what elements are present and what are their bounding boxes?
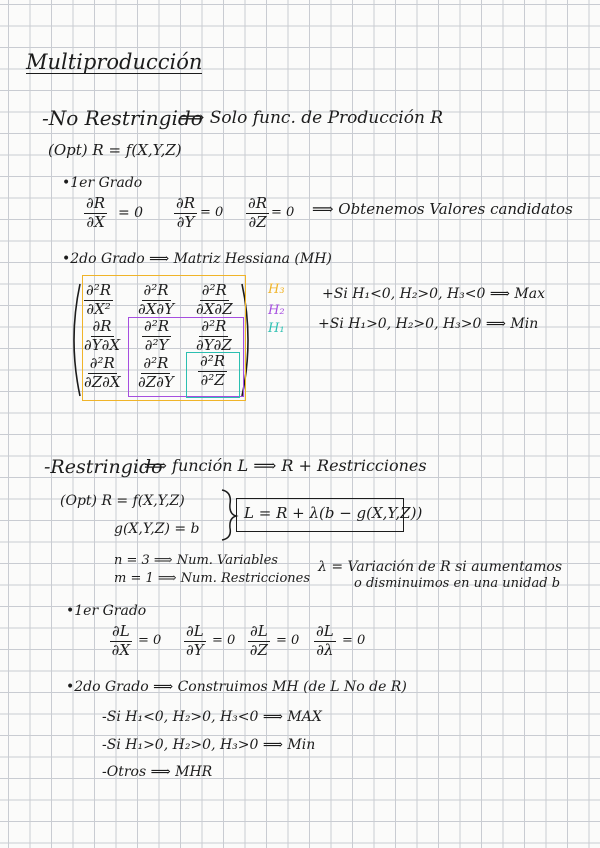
eq-zero: = 0 (342, 633, 366, 648)
page-title: Multiproducción (26, 50, 203, 74)
unrestricted-arrow-text: ⟹ Solo func. de Producción R (180, 108, 444, 128)
h2-label: H₂ (268, 303, 285, 318)
lagrangian: L = R + λ(b − g(X,Y,Z)) (244, 504, 423, 522)
deriv-r-z: $\frac{\partial R}{\partial Z}$ (248, 194, 268, 231)
max-condition: +Si H₁<0, H₂>0, H₃<0 ⟹ Max (322, 286, 545, 302)
unrestricted-heading: -No Restringido (42, 106, 203, 130)
candidates-result: ⟹ Obtenemos Valores candidatos (312, 200, 573, 218)
hessian-cell: $\frac{\text{∂²R}}{\text{∂X²}}$ (86, 281, 112, 318)
deriv-l-z: $\frac{\partial L}{\partial Z}$ (249, 622, 268, 659)
deriv-r-x: $\frac{\partial R}{\partial X}$ (86, 194, 106, 231)
hessian-cell: $\frac{\text{∂²R}}{\partial Z\partial X}$ (84, 354, 121, 391)
deriv-r-y: $\frac{\partial R}{\partial Y}$ (176, 194, 196, 231)
lambda-definition-cont: o disminuimos en una unidad b (354, 576, 561, 591)
restricted-heading: -Restringido (44, 456, 163, 478)
other-condition: -Otros ⟹ MHR (102, 764, 213, 780)
lambda-definition: λ = Variación de R si aumentamos (318, 559, 563, 575)
hessian-cell: $\frac{\text{∂²R}}{\text{∂²Z}}$ (200, 352, 226, 389)
max-condition: -Si H₁<0, H₂>0, H₃<0 ⟹ MAX (102, 709, 322, 725)
min-condition: +Si H₁>0, H₂>0, H₃>0 ⟹ Min (318, 316, 539, 332)
deriv-l-y: $\frac{\partial L}{\partial Y}$ (186, 622, 204, 659)
eq-zero: = 0 (118, 205, 144, 221)
hessian-cell: $\frac{\text{∂²R}}{\partial Y\partial Z}$ (196, 317, 232, 354)
h1-label: H₁ (268, 321, 285, 336)
hessian-cell: $\frac{\text{∂²R}}{\partial Z\partial Y}$ (138, 354, 174, 391)
deriv-l-x: $\frac{\partial L}{\partial X}$ (111, 622, 131, 659)
eq-zero: = 0 (271, 205, 295, 220)
first-order-label: •1er Grado (62, 175, 143, 191)
hessian-cell: $\frac{\text{∂²R}}{\partial X\partial Z}$ (196, 281, 233, 318)
h3-label: H₃ (268, 282, 285, 297)
eq-zero: = 0 (138, 633, 162, 648)
restricted-objective: (Opt) R = f(X,Y,Z) (60, 493, 185, 509)
restricted-arrow-text: ⟹ función L ⟹ R + Restricciones (144, 456, 427, 475)
second-order-label: •2do Grado ⟹ Construimos MH (de L No de R) (66, 679, 407, 695)
num-restrictions: m = 1 ⟹ Num. Restricciones (114, 571, 311, 586)
eq-zero: = 0 (276, 633, 300, 648)
num-variables: n = 3 ⟹ Num. Variables (114, 553, 278, 568)
eq-zero: = 0 (200, 205, 224, 220)
unrestricted-objective: (Opt) R = f(X,Y,Z) (48, 141, 182, 159)
eq-zero: = 0 (212, 633, 236, 648)
hessian-cell: $\frac{\partial R}{\partial Y\partial X}$ (84, 317, 121, 354)
deriv-l-lambda: $\frac{\partial L}{\partial\lambda}$ (316, 622, 334, 659)
min-condition: -Si H₁>0, H₂>0, H₃>0 ⟹ Min (102, 737, 316, 753)
second-order-label: •2do Grado ⟹ Matriz Hessiana (MH) (62, 251, 332, 267)
hessian-cell: $\frac{\text{∂²R}}{\text{∂²Y}}$ (144, 317, 170, 354)
first-order-label: •1er Grado (66, 603, 147, 619)
hessian-cell: $\frac{\text{∂²R}}{\partial X\partial Y}$ (138, 281, 175, 318)
constraint: g(X,Y,Z) = b (114, 521, 200, 537)
